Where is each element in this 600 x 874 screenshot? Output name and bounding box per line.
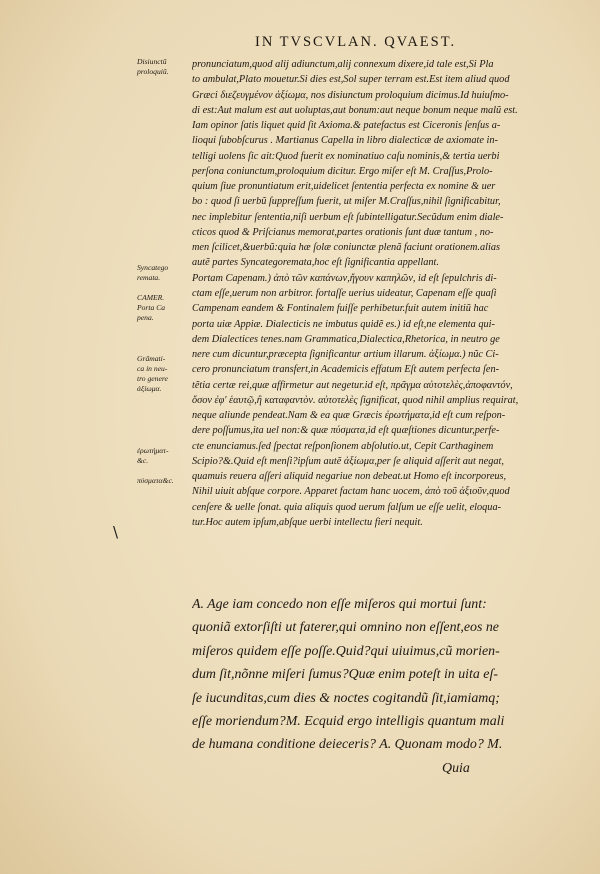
dialogue-line: A. Age iam concedo non eſſe miſeros qui mortui ſunt:: [192, 597, 487, 612]
commentary-line: to ambulat,Plato mouetur.Si dies est,Sol super terram est.Est item aliud quod: [192, 74, 510, 86]
margin-note-line: ca in neu-: [137, 364, 168, 373]
commentary-line: cenſere & uelle ſonat. quia aliquis quod uerum falſum ue eſſe uelit, eloqua-: [192, 501, 502, 513]
margin-note-line: Porta Ca: [137, 303, 166, 312]
commentary-line: ὅσον ἐφ' ἑαυτῷ,ἢ καταφαντὸν. αὐτοτελὲς ſignificat, quod nihil amplius requirat,: [192, 394, 519, 406]
margin-note: [137, 476, 187, 486]
commentary-line: Græci διεζευγμένον ἀξίωμα, nos disiunctum proloquium dicimus.Id huiuſmo-: [192, 89, 509, 101]
commentary-line: pronunciatum,quod alij adiunctum,alij connexum dixere,id tale est,Si Pla: [192, 59, 494, 70]
stray-mark: \: [113, 523, 119, 541]
commentary-line: Scipio?&.Quid eſt menſi?ipſum autẽ ἀξίωμα,per ſe aliquid aſſerit aut negat,: [192, 455, 504, 467]
running-title: IN TVSCVLAN. QVAEST.: [255, 34, 457, 50]
margin-note: [137, 263, 187, 283]
commentary-line: men ſcilicet,&uerbũ:quia hæ ſolæ coniunctæ plenã faciunt orationem.alias: [192, 242, 501, 254]
dialogue-line: ſe iucunditas,cum dies & noctes cogitandũ ſit,iamiamq;: [192, 690, 500, 706]
commentary-line: neque aliunde pendeat.Nam & ea quæ Græcis ἐρωτήματα,id eſt cum reſpon-: [192, 410, 506, 422]
commentary-line: lioqui ſubobſcurus . Martianus Capella in libro dialecticæ de axiomate in-: [192, 135, 498, 147]
commentary-line: Campenam eandem & Fontinalem fuiſſe perhibetur.fuit autem initiũ hac: [192, 303, 489, 315]
commentary-line: di est:Aut malum est aut uoluptas,aut bonum:aut neque bonum neque malũ est.: [192, 104, 518, 116]
commentary-line: Iam opinor ſatis liquet quid ſit Axioma.& patefactus est Ciceronis ſenſus a-: [192, 120, 501, 132]
margin-note: [137, 446, 187, 466]
margin-note: [137, 57, 187, 77]
commentary-line: bo : quod ſi uerbũ ſuppreſſum fuerit, ut miſer M.Craſſus,nihil ſignificabitur,: [192, 196, 501, 208]
margin-note-line: tro genere: [137, 374, 168, 383]
dialogue-line: eſſe moriendum?M. Ecquid ergo intelligis quantum mali: [192, 714, 505, 730]
commentary-line: tur.Hoc autem ipſum,abſque uerbi intellectu fieri nequit.: [192, 516, 423, 528]
margin-note-line: Syncatego: [137, 263, 169, 272]
margin-note-line: CAMER.: [137, 293, 165, 302]
dialogue-line: de humana conditione deieceris? A. Quonam modo? M.: [192, 737, 503, 753]
dialogue-line: dum ſit,nõnne miſeri ſumus?Quæ enim poteſt in uita eſ-: [192, 667, 498, 683]
margin-note-line: πύσματα&c.: [137, 476, 174, 485]
margin-note-line: Disiunctũ: [137, 57, 167, 66]
margin-note: [137, 293, 187, 323]
commentary-line: autẽ partes Syncategoremata,hoc eſt ſignificantia appellant.: [192, 257, 439, 269]
commentary-line: dem Dialectices tenes.nam Grammatica,Dialectica,Rhetorica, in neutro ge: [192, 333, 500, 345]
margin-note-line: remata.: [137, 273, 161, 282]
commentary-line: tẽtia certæ rei,quæ affirmetur aut negetur.id eſt, πρᾶγμα αὐτοτελὲς,ἀποφαντόν,: [192, 379, 513, 391]
margin-note-line: Grãmati-: [137, 354, 166, 363]
margin-note-line: ἐρωτήματ-: [137, 446, 169, 455]
commentary-line: cte enunciamus.ſed ſpectat reſponſionem abſolutio.ut, Cepit Carthaginem: [192, 440, 494, 452]
commentary-line: porta uiæ Appiæ. Dialecticis ne imbutus quidẽ es.) id eſt,ne elementa qui-: [192, 318, 495, 330]
commentary-line: telligi uolens ſic ait:Quod fuerit ex nominatiuo caſu nominis,& tertia uerbi: [192, 150, 500, 162]
commentary-line: cticos quod & Priſcianus memorat,partes orationis ſunt duæ tantum , no-: [192, 226, 494, 238]
commentary-line: nere cum dicuntur,præcepta ſignificantur artium illarum. ἀξίωμα.) nũc Ci-: [192, 349, 499, 361]
commentary-line: nec implebitur ſententia,niſi uerbum eſt ſubintelligatur.Secũdum enim diale-: [192, 211, 504, 223]
margin-note: [137, 354, 187, 394]
commentary-line: quium ſiue pronuntiatum erit,uidelicet ſententia perfecta ex nomine & uer: [192, 181, 496, 193]
commentary-text: [192, 57, 584, 530]
commentary-line: Nihil uiuit abſque corpore. Apparet factam hanc uocem, ἀπὸ τοῦ ἀξιοῦν,quod: [192, 486, 510, 498]
margin-note-line: &c.: [137, 456, 149, 465]
commentary-line: dere poſſumus,ita uel non:& quæ πύσματα,id eſt quæſtiones dicuntur,perfe-: [192, 425, 500, 437]
margin-note-line: pena.: [137, 313, 154, 322]
commentary-line: Portam Capenam.) ἀπὸ τῶν καπάνων,ἤγουν καπηλῶν, id eſt ſepulchris di-: [192, 272, 497, 284]
margin-note-line: proloquiũ.: [137, 67, 169, 76]
dialogue-line: miſeros quidem eſſe poſſe.Quid?qui uiuimus,cũ morien-: [192, 643, 500, 659]
dialogue-line: Quia: [192, 760, 470, 776]
commentary-line: quamuis reuera aſſeri aliquid negariue non debeat.ut Homo eſt incorporeus,: [192, 471, 507, 483]
dialogue-line: quoniã extorſiſti ut faterer,qui omnino non eſſent,eos ne: [192, 620, 499, 636]
margin-note-line: ἀξίωμα.: [137, 384, 162, 393]
commentary-line: perſona coniunctum,proloquium dicitur. Ergo miſer eſt M. Craſſus,Prolo-: [192, 165, 493, 177]
dialogue-text: [192, 593, 584, 780]
commentary-line: ctam eſſe,uerum non arbitror. fortaſſe uerius uideatur, Capenam eſſe quaſi: [192, 287, 497, 299]
commentary-line: cero pronunciatum transfert,in Academicis effatum Eſt autem perfecta ſen-: [192, 364, 500, 376]
